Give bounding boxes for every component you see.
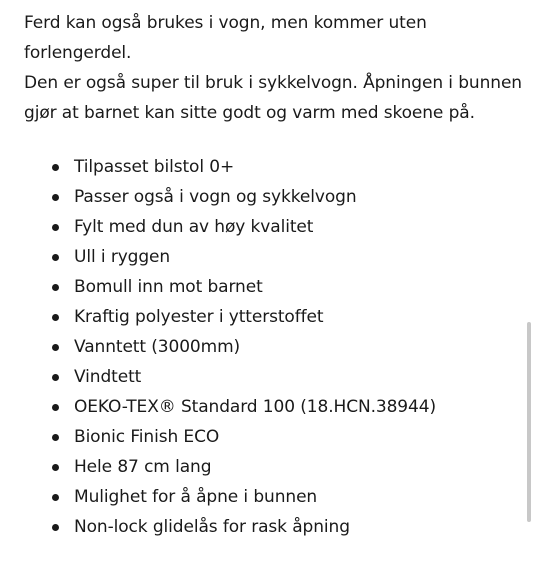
bullet-icon — [52, 314, 59, 321]
bullet-icon — [52, 464, 59, 471]
description-paragraph-2: Den er også super til bruk i sykkelvogn. Åpningen i bunnen gjør at barnet kan sitte godt og varm med skoene på. — [24, 73, 522, 123]
feature-text: Kraftig polyester i ytterstoffet — [74, 307, 324, 327]
list-item — [24, 512, 523, 542]
list-item — [24, 452, 523, 482]
feature-text: Vanntett (3000mm) — [74, 337, 241, 357]
list-item — [24, 422, 523, 452]
list-item — [24, 482, 523, 512]
feature-text: Ull i ryggen — [74, 247, 171, 267]
description-paragraph-1: Ferd kan også brukes i vogn, men kommer uten forlengerdel. — [24, 13, 427, 63]
list-item — [24, 152, 523, 182]
feature-text: Fylt med dun av høy kvalitet — [74, 217, 314, 237]
bullet-icon — [52, 434, 59, 441]
feature-text: Tilpasset bilstol 0+ — [74, 157, 235, 177]
bullet-icon — [52, 374, 59, 381]
bullet-icon — [52, 254, 59, 261]
bullet-icon — [52, 284, 59, 291]
feature-text: Bomull inn mot barnet — [74, 277, 263, 297]
list-item — [24, 212, 523, 242]
list-item — [24, 332, 523, 362]
bullet-icon — [52, 224, 59, 231]
list-item — [24, 362, 523, 392]
list-item — [24, 272, 523, 302]
list-item — [24, 242, 523, 272]
product-description — [24, 8, 523, 128]
feature-text: OEKO-TEX® Standard 100 (18.HCN.38944) — [74, 397, 436, 417]
list-item — [24, 182, 523, 212]
feature-text: Passer også i vogn og sykkelvogn — [74, 187, 357, 207]
list-item — [24, 302, 523, 332]
scrollbar-thumb[interactable] — [527, 322, 531, 522]
feature-text: Hele 87 cm lang — [74, 457, 212, 477]
bullet-icon — [52, 194, 59, 201]
bullet-icon — [52, 404, 59, 411]
feature-list — [24, 152, 523, 542]
feature-text: Non-lock glidelås for rask åpning — [74, 517, 350, 537]
feature-text: Bionic Finish ECO — [74, 427, 220, 447]
bullet-icon — [52, 164, 59, 171]
bullet-icon — [52, 494, 59, 501]
feature-text: Vindtett — [74, 367, 142, 387]
bullet-icon — [52, 344, 59, 351]
bullet-icon — [52, 524, 59, 531]
list-item — [24, 392, 523, 422]
feature-text: Mulighet for å åpne i bunnen — [74, 487, 318, 507]
